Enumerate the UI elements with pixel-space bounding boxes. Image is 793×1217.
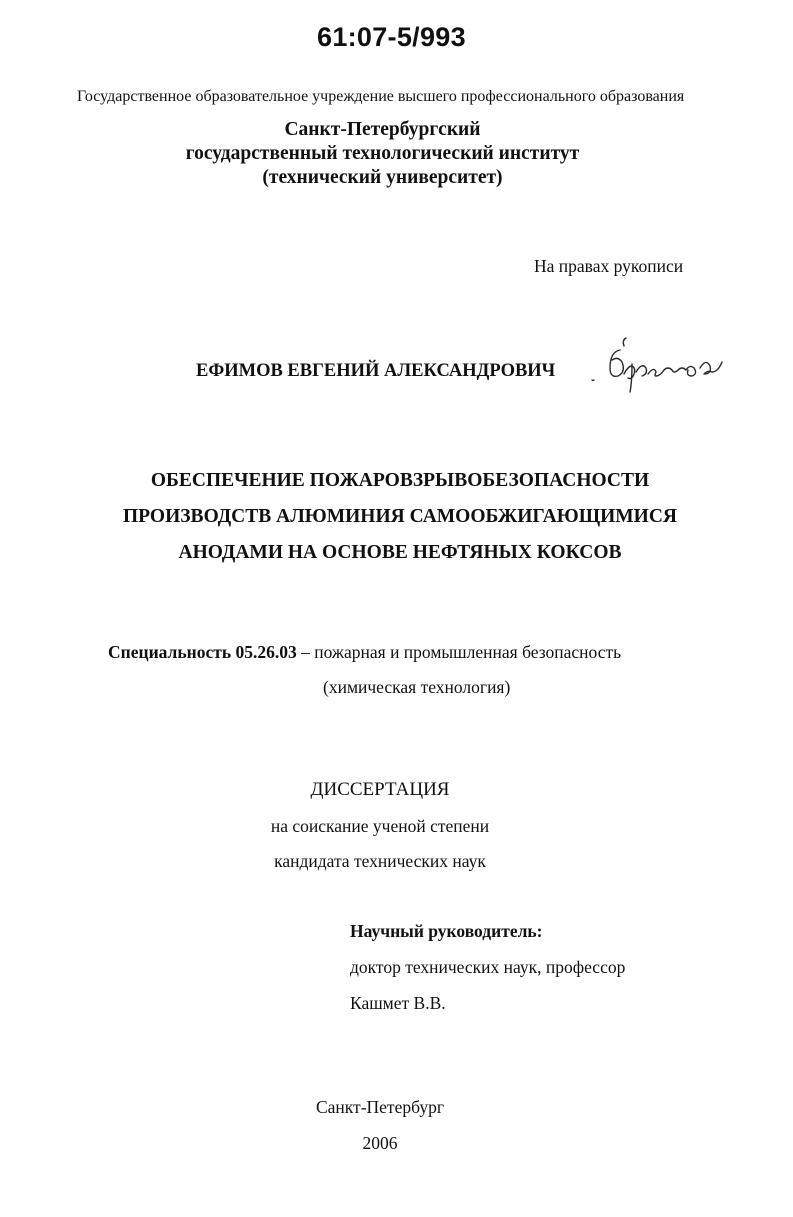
title-line: ПРОИЗВОДСТВ АЛЮМИНИЯ САМООБЖИГАЮЩИМИСЯ [122, 506, 678, 527]
degree-name: кандидата технических наук [274, 851, 486, 871]
institution-type: Государственное образовательное учреждение высшего профессионального образования [77, 88, 685, 105]
institution-name-line: государственный технологический институт [185, 143, 580, 164]
document-number-stamp: 61:07-5/993 [317, 22, 466, 52]
specialty [108, 642, 621, 663]
degree-purpose: на соискание ученой степени [270, 816, 490, 836]
institution-name [160, 118, 605, 190]
specialty-description: – пожарная и промышленная безопасность [296, 642, 622, 662]
title-line: ОБЕСПЕЧЕНИЕ ПОЖАРОВЗРЫВОБЕЗОПАСНОСТИ [150, 470, 650, 491]
institution-name-line: Санкт-Петербургский [284, 119, 481, 140]
specialty-subfield: (химическая технология) [323, 677, 511, 697]
year: 2006 [362, 1133, 398, 1153]
dissertation-title [80, 463, 720, 571]
institution-name-line: (технический университет) [262, 167, 503, 188]
author-signature [588, 334, 738, 404]
supervisor-degree: доктор технических наук, профессор [350, 957, 626, 977]
author-name: ЕФИМОВ ЕВГЕНИЙ АЛЕКСАНДРОВИЧ [196, 361, 556, 381]
manuscript-rights-note: На правах рукописи [534, 256, 684, 276]
city: Санкт-Петербург [315, 1097, 445, 1117]
title-line: АНОДАМИ НА ОСНОВЕ НЕФТЯНЫХ КОКСОВ [178, 542, 622, 563]
specialty-code: Специальность 05.26.03 [108, 642, 297, 662]
dissertation-label: ДИССЕРТАЦИЯ [310, 779, 450, 800]
supervisor-label: Научный руководитель: [350, 921, 543, 941]
supervisor-name: Кашмет В.В. [350, 993, 446, 1013]
